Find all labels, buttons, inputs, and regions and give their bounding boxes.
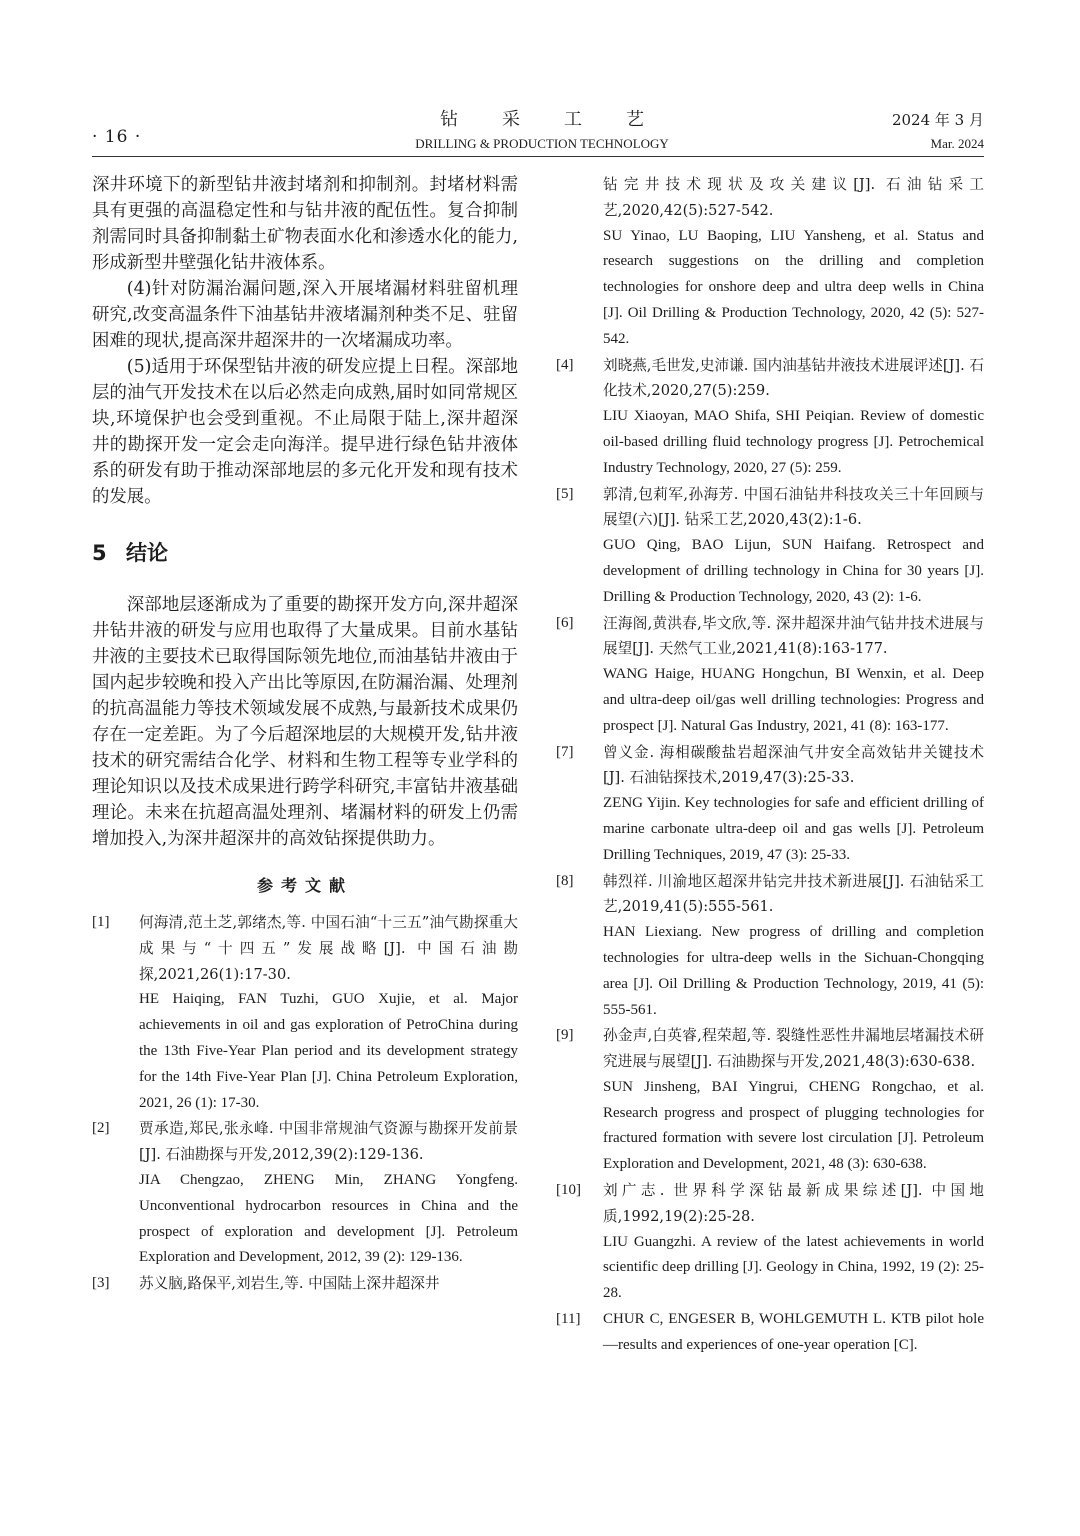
reference-item: [556, 1307, 984, 1359]
reference-en: HAN Liexiang. New progress of drilling and completion technologies for ultra-deep wells in the Sichuan-Chongqing area [J]. Oil Drilling & Production Technology, 2019, 41 (5): 555-561.: [603, 924, 984, 1018]
section-heading: [92, 538, 518, 568]
reference-cn: 郭清,包莉军,孙海芳. 中国石油钻井科技攻关三十年回顾与展望(六)[J]. 钻采工艺,2020,43(2):1-6.: [603, 485, 984, 529]
reference-en: ZENG Yijin. Key technologies for safe and efficient drilling of marine carbonate ultra-deep oil and gas wells [J]. Petroleum Drilling Techniques, 2019, 47 (3): 25-33.: [603, 795, 984, 863]
left-column: [92, 172, 518, 1297]
reference-item: [556, 740, 984, 869]
reference-cn: 刘晓燕,毛世发,史沛谦. 国内油基钻井液技术进展评述[J]. 石化技术,2020,27(5):259.: [603, 356, 984, 400]
body-paragraph: 深井环境下的新型钻井液封堵剂和抑制剂。封堵材料需具有更强的高温稳定性和与钻井液的配伍性。复合抑制剂需同时具备抑制黏土矿物表面水化和渗透水化的能力,形成新型井壁强化钻井液体系。: [92, 175, 518, 273]
reference-number: [2]: [92, 1120, 110, 1137]
references-heading: 参考文献: [256, 876, 353, 895]
section-number: 5: [92, 541, 107, 565]
reference-item: [556, 1023, 984, 1178]
reference-item: [92, 1271, 518, 1297]
reference-item: [556, 353, 984, 482]
journal-title: [392, 108, 692, 154]
reference-number: [8]: [556, 872, 574, 889]
reference-number: [5]: [556, 485, 574, 502]
body-paragraph: (5)适用于环保型钻井液的研发应提上日程。深部地层的油气开发技术在以后必然走向成熟,届时如同常规区块,环境保护也会受到重视。不止局限于陆上,深井超深井的勘探开发一定会走向海洋。提早进行绿色钻井液体系的研发有助于推动深部地层的多元化开发和现有技术的发展。: [92, 357, 518, 507]
reference-number: [4]: [556, 356, 574, 373]
issue-date-en: Mar. 2024: [930, 136, 984, 151]
reference-cn: 刘广志. 世界科学深钻最新成果综述[J]. 中国地质,1992,19(2):25-28.: [603, 1182, 984, 1225]
reference-cn: 汪海阁,黄洪春,毕文欣,等. 深井超深井油气钻井技术进展与展望[J]. 天然气工业,2021,41(8):163-177.: [603, 614, 984, 658]
reference-cn: 贾承造,郑民,张永峰. 中国非常规油气资源与勘探开发前景[J]. 石油勘探与开发,2012,39(2):129-136.: [139, 1120, 518, 1164]
conclusion-paragraph: 深部地层逐渐成为了重要的勘探开发方向,深井超深井钻井液的研发与应用也取得了大量成果。目前水基钻井液的主要技术已取得国际领先地位,而油基钻井液由于国内起步较晚和投入产出比等原因,在防漏治漏、处理剂的抗高温能力等技术领域发展不成熟,与最新技术成果仍存在一定差距。为了今后超深地层的大规模开发,钻井液技术的研究需结合化学、材料和生物工程等专业学科的理论知识以及技术成果进行跨学科研究,丰富钻井液基础理论。未来在抗超高温处理剂、堵漏材料的研发上仍需增加投入,为深井超深井的高效钻探提供助力。: [92, 595, 518, 849]
reference-en: HE Haiqing, FAN Tuzhi, GUO Xujie, et al. Major achievements in oil and gas exploration of PetroChina during the 13th Five-Year Plan period and its development strategy for the 14th Five-Year Plan [J]. China Petroleum Exploration, 2021, 26 (1): 17-30.: [139, 991, 518, 1111]
issue-date: [892, 108, 984, 154]
right-column: [556, 172, 984, 1359]
reference-en: GUO Qing, BAO Lijun, SUN Haifang. Retrospect and development of drilling technology in China for 30 years [J]. Drilling & Production Technology, 2020, 43 (2): 1-6.: [603, 537, 984, 605]
reference-cn: 曾义金. 海相碳酸盐岩超深油气井安全高效钻井关键技术[J]. 石油钻探技术,2019,47(3):25-33.: [603, 743, 984, 787]
reference-item: [92, 1116, 518, 1271]
reference-cn: 韩烈祥. 川渝地区超深井钻完井技术新进展[J]. 石油钻采工艺,2019,41(5):555-561.: [603, 872, 984, 916]
reference-number: [1]: [92, 914, 110, 930]
reference-number: [9]: [556, 1027, 574, 1044]
reference-item: [92, 910, 518, 1116]
page-header: [92, 108, 984, 157]
reference-number: [10]: [556, 1182, 581, 1199]
journal-title-en: DRILLING & PRODUCTION TECHNOLOGY: [415, 136, 669, 151]
reference-number: [11]: [556, 1311, 581, 1328]
reference-number: [6]: [556, 614, 574, 631]
reference-en: SU Yinao, LU Baoping, LIU Yansheng, et al. Status and research suggestions on the drilling and completion technologies for onshore deep and ultra deep wells in China [J]. Oil Drilling & Production Technology, 2020, 42 (5): 527-542.: [603, 227, 984, 347]
reference-cn: 钻完井技术现状及攻关建议[J]. 石油钻采工艺,2020,42(5):527-542.: [603, 176, 984, 219]
reference-item: [556, 869, 984, 1024]
reference-item: [556, 1178, 984, 1307]
reference-item: [556, 611, 984, 740]
reference-en: LIU Guangzhi. A review of the latest achievements in world scientific deep drilling [J]. Geology in China, 1992, 19 (2): 25-28.: [603, 1233, 984, 1302]
reference-cn: 苏义脑,路保平,刘岩生,等. 中国陆上深井超深井: [139, 1275, 440, 1293]
reference-item: [556, 482, 984, 611]
issue-date-cn: 2024 年 3 月: [891, 111, 984, 129]
reference-number: [7]: [556, 743, 574, 760]
reference-number: [3]: [92, 1275, 110, 1292]
reference-cn: 何海清,范土芝,郭绪杰,等. 中国石油“十三五”油气勘探重大成果与“十四五”发展战略[J]. 中国石油勘探,2021,26(1):17-30.: [139, 914, 518, 983]
reference-en: LIU Xiaoyan, MAO Shifa, SHI Peiqian. Review of domestic oil-based drilling fluid technology progress [J]. Petrochemical Industry Technology, 2020, 27 (5): 259.: [603, 408, 984, 476]
reference-en: SUN Jinsheng, BAI Yingrui, CHENG Rongchao, et al. Research progress and prospect of plugging technologies for fractured formation with severe lost circulation [J]. Petroleum Exploration and Development, 2021, 48 (3): 630-638.: [603, 1078, 984, 1173]
reference-en: JIA Chengzao, ZHENG Min, ZHANG Yongfeng. Unconventional hydrocarbon resources in China and the prospect of exploration and development [J]. Petroleum Exploration and Development, 2012, 39 (2): 129-136.: [139, 1171, 518, 1266]
page-number: · 16 ·: [92, 127, 142, 147]
journal-title-cn: 钻采工艺: [440, 109, 688, 130]
reference-en: WANG Haige, HUANG Hongchun, BI Wenxin, et al. Deep and ultra-deep oil/gas well drilling technologies: Progress and prospect [J]. Natural Gas Industry, 2021, 41 (8): 163-177.: [603, 666, 984, 734]
reference-en: CHUR C, ENGESER B, WOHLGEMUTH L. KTB pilot hole—results and experiences of one-year operation [C].: [603, 1311, 984, 1353]
reference-cn: 孙金声,白英睿,程荣超,等. 裂缝性恶性井漏地层堵漏技术研究进展与展望[J]. 石油勘探与开发,2021,48(3):630-638.: [603, 1027, 984, 1071]
section-title: 结论: [126, 541, 168, 565]
body-paragraph: (4)针对防漏治漏问题,深入开展堵漏材料驻留机理研究,改变高温条件下油基钻井液堵漏剂种类不足、驻留困难的现状,提高深井超深井的一次堵漏成功率。: [92, 279, 518, 351]
reference-continuation: [556, 172, 984, 353]
